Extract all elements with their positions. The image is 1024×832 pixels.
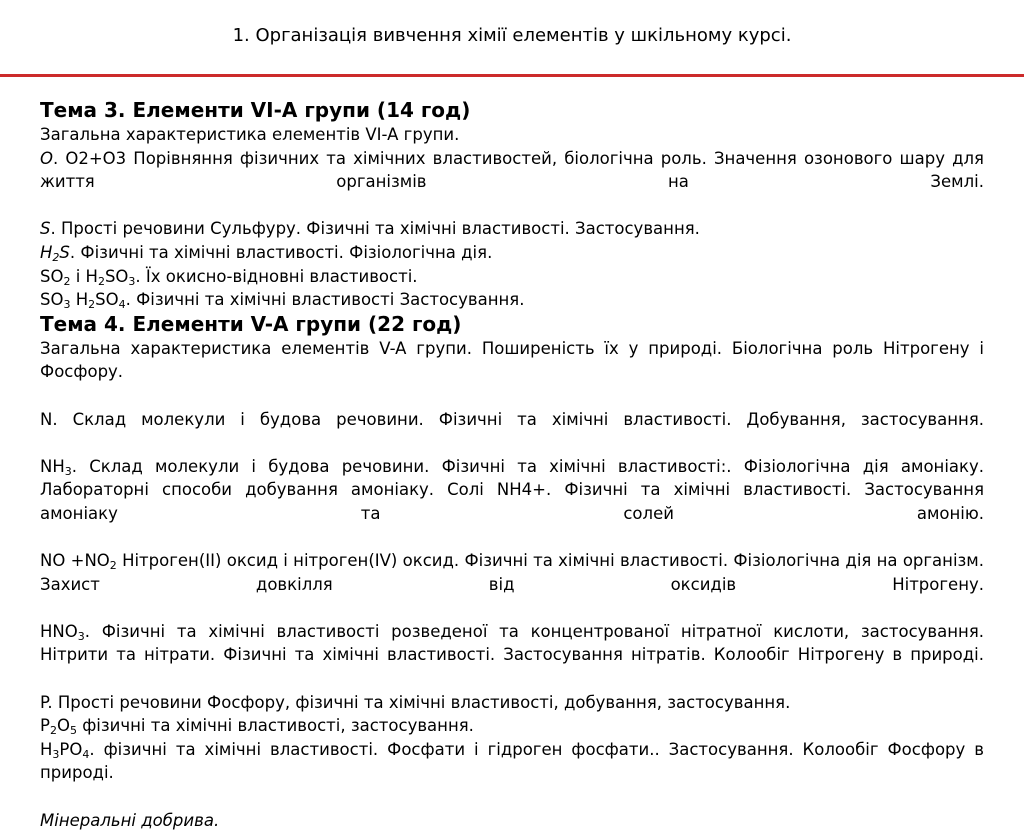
p2o5-text: фізичні та хімічні властивості, застосування. [76, 716, 474, 736]
so2-formula: $SO_2$ і $H_2SO_3$ [40, 266, 136, 288]
section4-nh3 [40, 455, 984, 549]
nh3-formula: $NH_3$ [40, 456, 72, 478]
document-body [40, 98, 984, 832]
so3-formula: $SO_3$ $H_2SO_4$ [40, 290, 126, 312]
ozone-symbol: O [40, 148, 53, 168]
section3-so2 [40, 265, 984, 289]
section4-phosphorus: P. Прості речовини Фосфору, фізичні та хімічні властивості, добування, застосування. [40, 692, 791, 712]
section3-heading: Тема 3. Елементи VI-A групи (14 год) [40, 98, 471, 122]
hno3-text: . Фізичні та хімічні властивості розведеної та концентрованої нітратної кислоти, застосування. Нітрити та нітрати. Фізичні та хімічні властивості. Застосування нітратів. Колообіг Нітрогену в природі. [40, 621, 984, 665]
section3-so3 [40, 288, 984, 312]
section3-general: Загальна характеристика елементів VI-A групи. [40, 125, 460, 144]
section4-no [40, 549, 984, 620]
section3-h2s [40, 241, 984, 265]
page-title: 1. Організація вивчення хімії елементів у шкільному курсі. [232, 25, 792, 46]
section4-nitrogen: N. Склад молекули і будова речовини. Фізичні та хімічні властивості. Добування, застосування. [40, 409, 984, 429]
section4-fertilizers: Мінеральні добрива. [40, 810, 220, 830]
sulfur-text: . Прості речовини Сульфуру. Фізичні та хімічні властивості. Застосування. [50, 219, 700, 239]
section3-ozone [40, 147, 984, 218]
section3-sulfur [40, 217, 984, 241]
section4-hno3 [40, 620, 984, 691]
section4-p2o5 [40, 714, 984, 738]
no-formula: NO $+NO_2$ [40, 551, 117, 573]
section4-h3po4 [40, 738, 984, 809]
no-text: Нітроген(II) оксид і нітроген(IV) оксид. Фізичні та хімічні властивості. Фізіологічна дія на організм. Захист довкілля від оксидів Нітрогену. [40, 551, 984, 594]
so3-text: . Фізичні та хімічні властивості Застосування. [125, 290, 525, 310]
so2-text: . Їх окисно-відновні властивості. [135, 266, 418, 286]
title-divider [0, 74, 1024, 77]
sulfur-symbol: S [40, 219, 51, 239]
h2s-text: . Фізичні та хімічні властивості. Фізіологічна дія. [69, 242, 493, 262]
section4-general: Загальна характеристика елементів V-A групи. Поширеність їх у природі. Біологічна роль Нітрогену і Фосфору. [40, 338, 984, 382]
h2s-formula: $H_2S$ [40, 242, 70, 264]
h3po4-text: . фізичні та хімічні властивості. Фосфати і гідроген фосфати.. Застосування. Колообіг Фосфору в природі. [40, 739, 984, 783]
section4-heading: Тема 4. Елементи V-A групи (22 год) [40, 311, 462, 336]
h3po4-formula: $H_3PO_4$ [40, 739, 90, 761]
p2o5-formula: $P_2O_5$ [40, 716, 77, 738]
hno3-formula: $HNO_3$ [40, 621, 85, 643]
nh3-text: . Склад молекули і будова речовини. Фізичні та хімічні властивості:. Фізіологічна дія амоніаку. Лабораторні способи добування амоніаку. Солі NH4+. Фізичні та хімічні властивості. Застосування амоніаку та солей амонію. [40, 456, 984, 523]
ozone-text: . O2+O3 Порівняння фізичних та хімічних властивостей, біологічна роль. Значення озонового шару для життя організмів на Землі. [40, 148, 984, 192]
